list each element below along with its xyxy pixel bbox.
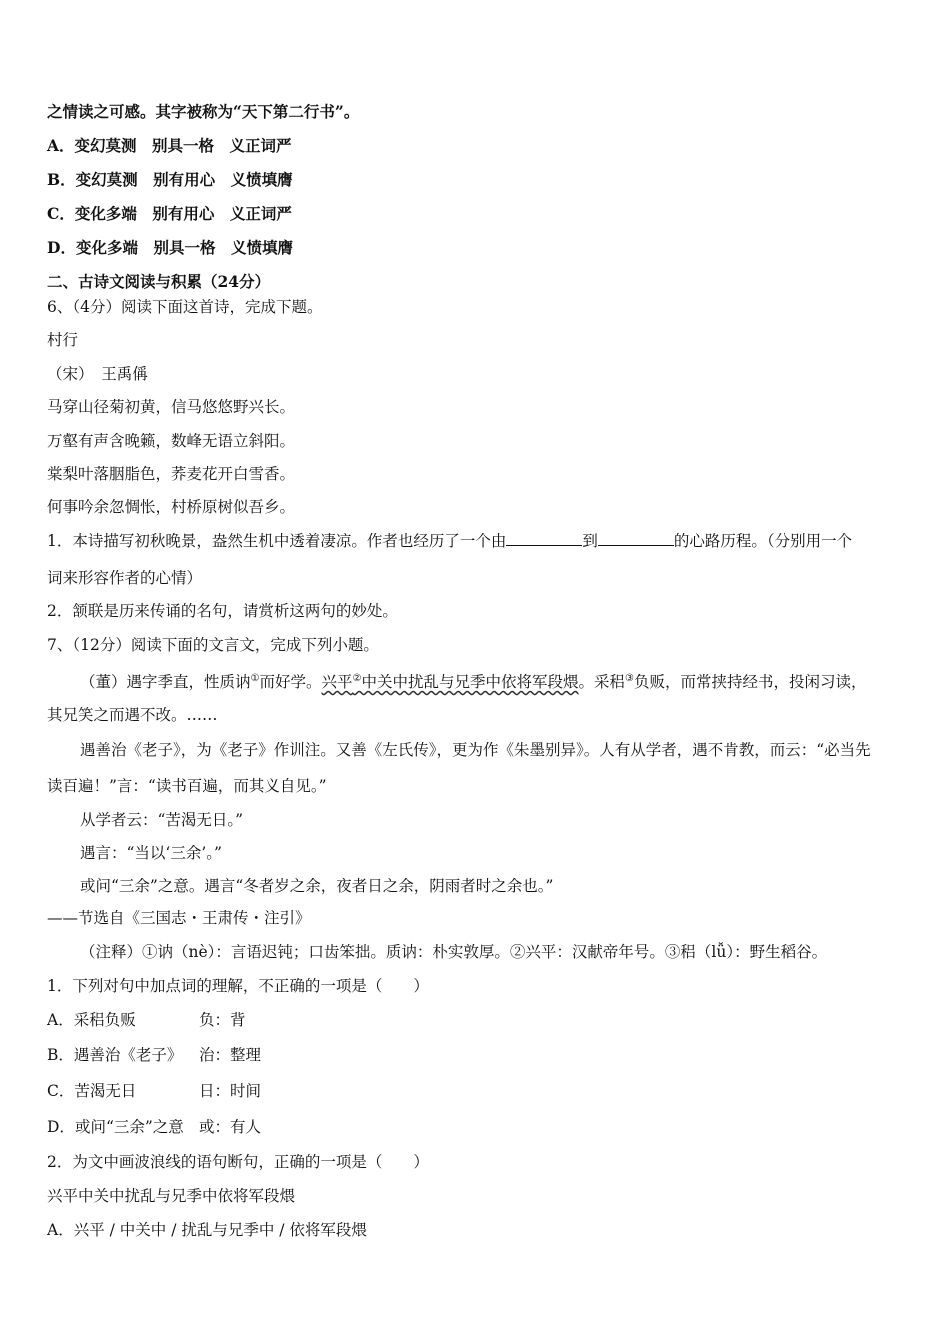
q7-stem: 7、（12分）阅读下面的文言文，完成下列小题。 (47, 636, 379, 654)
passage-para-4: 遇言：“当以‘三余’。” (80, 844, 222, 862)
q5-option-a[interactable]: A．变幻莫测 别具一格 义正词严 (47, 136, 292, 155)
q5-option-c[interactable]: C．变化多端 别有用心 义正词严 (47, 204, 292, 223)
wavy-sentence: 兴平②中关中扰乱与兄季中依将军段煨 (321, 673, 579, 692)
passage-para-2: 遇善治《老子》，为《老子》作训注。又善《左氏传》，更为作《朱墨别异》。人有从学者，遇不肯教，而云：“必当先 (80, 741, 871, 759)
q6-stem: 6、（4分）阅读下面这首诗，完成下题。 (47, 298, 323, 316)
q5-stem-tail: 之情读之可感。其字被称为“天下第二行书”。 (47, 102, 360, 121)
q5-option-b[interactable]: B．变幻莫测 别有用心 义愤填膺 (47, 170, 293, 189)
answer-blank-2[interactable] (598, 531, 674, 546)
poem-line: 棠梨叶落胭脂色，荞麦花开白雪香。 (47, 465, 296, 483)
q7-sub1-option-b[interactable]: B．遇善治《老子》 治：整理 (47, 1046, 262, 1064)
passage-para-1-cont: 其兄笑之而遇不改。…… (47, 706, 218, 724)
q5-option-d[interactable]: D．变化多端 别具一格 义愤填膺 (47, 238, 293, 257)
q6-sub2: 2．颔联是历来传诵的名句，请赏析这两句的妙处。 (47, 602, 398, 620)
q6-sub1-cont: 词来形容作者的心情） (47, 569, 203, 587)
passage-para-2-cont: 读百遍！”言：“读书百遍，而其义自见。” (47, 777, 327, 795)
passage-notes: （注释）①讷（nè）：言语迟钝；口齿笨拙。质讷：朴实敦厚。②兴平：汉献帝年号。③稆（lǚ）：野生稻谷。 (80, 943, 828, 961)
poem-author: （宋） 王禹偁 (47, 365, 148, 383)
poem-line: 万壑有声含晚籁，数峰无语立斜阳。 (47, 432, 296, 450)
passage-para-3: 从学者云：“苦渴无日。” (80, 811, 244, 829)
q7-sub1-stem: 1．下列对句中加点词的理解，不正确的一项是（ ） (47, 977, 429, 995)
answer-blank-1[interactable] (506, 531, 582, 546)
poem-title: 村行 (47, 331, 79, 349)
section-title: 二、古诗文阅读与积累（24分） (47, 272, 271, 291)
poem-line: 马穿山径菊初黄，信马悠悠野兴长。 (47, 398, 296, 416)
q7-sub2-sentence: 兴平中关中扰乱与兄季中依将军段煨 (47, 1187, 296, 1205)
q7-sub2-option-a[interactable]: A．兴平 / 中关中 / 扰乱与兄季中 / 依将军段煨 (47, 1221, 367, 1239)
q7-sub1-option-a[interactable]: A．采稆负贩 负：背 (47, 1011, 246, 1029)
q7-sub2-stem: 2．为文中画波浪线的语句断句，正确的一项是（ ） (47, 1153, 429, 1171)
passage-para-5: 或问“三余”之意。遇言“冬者岁之余，夜者日之余，阴雨者时之余也。” (80, 877, 554, 895)
q7-sub1-option-d[interactable]: D．或问“三余”之意 或：有人 (47, 1118, 262, 1136)
poem-line: 何事吟余忽惆怅，村桥原树似吾乡。 (47, 498, 296, 516)
passage-para-1: （董）遇字季直，性质讷①而好学。兴平②中关中扰乱与兄季中依将军段煨。采稆③负贩，而常挟持经书，投闲习读， (80, 673, 867, 692)
q6-sub1: 1．本诗描写初秋晚景，盎然生机中透着凄凉。作者也经历了一个由 到 的心路历程。（分别用一个 (47, 532, 853, 550)
passage-source: ——节选自《三国志・王肃传・注引》 (47, 909, 311, 927)
q7-sub1-option-c[interactable]: C．苦渴无日 日：时间 (47, 1082, 262, 1100)
